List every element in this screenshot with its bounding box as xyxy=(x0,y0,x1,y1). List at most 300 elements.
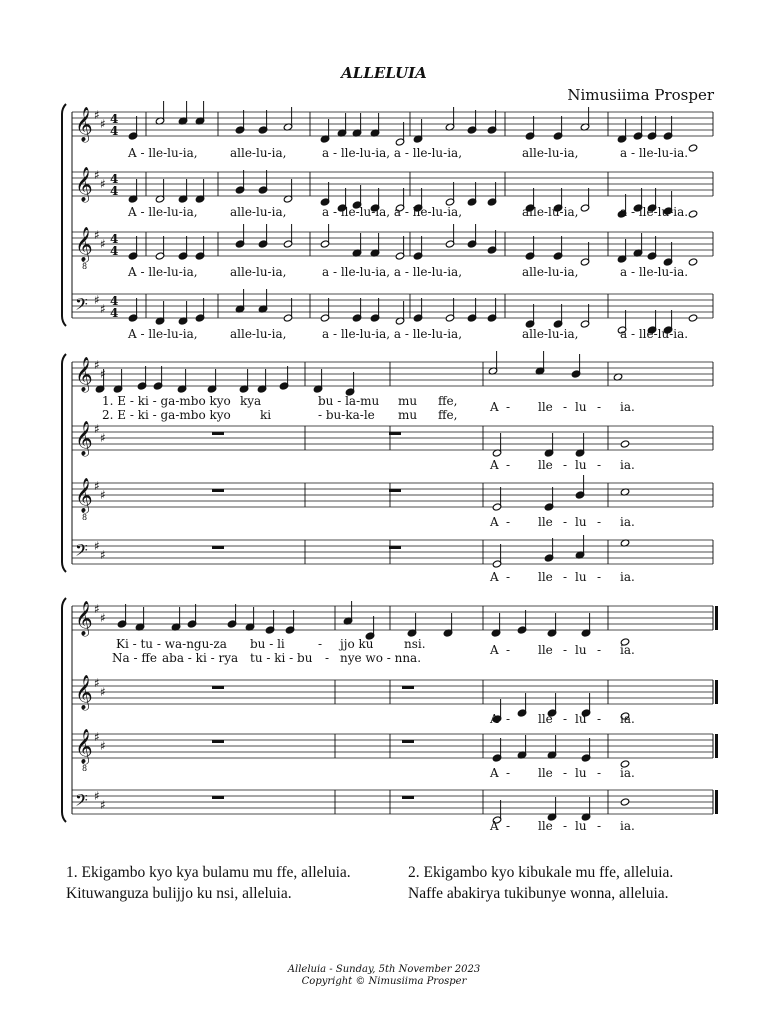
lyric-s2-bas-A: A xyxy=(490,570,499,584)
lyric-s2-alt-lle: lle xyxy=(538,458,553,472)
lyric-s2-sop-lle: lle xyxy=(538,400,553,414)
sharp-icon: ♯ xyxy=(94,479,100,493)
lyric-s1-bass-2: alle-lu-ia, xyxy=(230,327,287,341)
time-sig-top: 4 xyxy=(110,294,119,308)
system1-voice3-note xyxy=(178,236,188,260)
lyric-s2-sop-ia: ia. xyxy=(620,400,635,414)
system2-soprano-note xyxy=(488,351,498,375)
system1-voice4-note xyxy=(195,298,205,322)
octave-mark: 8 xyxy=(82,262,88,271)
lyric-s3-alt-dash2: - xyxy=(563,712,568,726)
system1-voice4-note xyxy=(395,301,405,325)
system1-voice4-note xyxy=(525,304,535,328)
lyric-s3-bas-dash1: - xyxy=(506,819,511,833)
system2-soprano-note xyxy=(177,369,187,393)
treble-clef-icon: 𝄞 xyxy=(75,729,93,764)
time-sig-top: 4 xyxy=(110,112,119,126)
lyric-s1-soprano-4: alle-lu-ia, xyxy=(522,146,579,160)
lyric-s2-alt-dash1: - xyxy=(506,458,511,472)
lyric-s3-sop-ia: ia. xyxy=(620,643,635,657)
system1-voice3-note xyxy=(195,236,205,260)
system2-tenor-note xyxy=(492,487,502,511)
lyric-s3-ten-dash2: - xyxy=(563,766,568,780)
lyric-s2-alt-dash2: - xyxy=(563,458,568,472)
treble-clef-icon: 𝄞 xyxy=(75,478,93,513)
lyric-s3-verse1-2: bu - li xyxy=(250,637,285,651)
lyric-s3-verse1-3: - xyxy=(318,637,323,651)
system1-voice1-note xyxy=(647,116,657,140)
system3-soprano-note xyxy=(517,610,527,634)
lyric-s2-verse1-3: bu - la-mu xyxy=(318,394,380,408)
lyric-s2-ten-dash1: - xyxy=(506,515,511,529)
lyric-s1-soprano-2: alle-lu-ia, xyxy=(230,146,287,160)
sharp-icon: ♯ xyxy=(94,293,100,307)
lyric-s2-bas-lle: lle xyxy=(538,570,553,584)
lyric-s1-alto: A - lle-lu-ia, xyxy=(128,205,198,219)
system1-voice4-note xyxy=(467,298,477,322)
system3-soprano-note xyxy=(343,601,353,625)
whole-rest-icon xyxy=(402,740,414,743)
treble-clef-icon: 𝄞 xyxy=(75,675,93,710)
whole-rest-icon xyxy=(402,686,414,689)
system1-voice1-note xyxy=(580,107,590,131)
system1-voice1-note xyxy=(283,107,293,131)
system1-voice3-note xyxy=(395,236,405,260)
system1-voice1-note xyxy=(155,101,165,125)
system1-voice4-note xyxy=(320,298,330,322)
lyric-s2-verse2-2: ki xyxy=(260,408,272,422)
lyric-s1-soprano-3: a - lle-lu-ia, a - lle-lu-ia, xyxy=(322,146,463,160)
lyric-s1-alto-3: a - lle-lu-ia, a - lle-lu-ia, xyxy=(322,205,463,219)
system3-lyrics xyxy=(112,637,635,833)
system3-bass-note xyxy=(581,797,591,821)
whole-rest-icon xyxy=(389,546,401,549)
sharp-icon: ♯ xyxy=(100,431,106,445)
footer-copyright-line: Copyright © Nimusiima Prosper xyxy=(301,976,467,987)
lyric-s3-verse2-2: aba - ki - rya xyxy=(162,651,239,665)
system1-voice2-note xyxy=(445,182,455,206)
system1-voice3-note xyxy=(617,239,627,263)
system1-voice3-note xyxy=(633,233,643,257)
system1-voice4-note xyxy=(688,314,698,322)
final-barline xyxy=(715,734,718,758)
system1-voice4-note xyxy=(283,298,293,322)
system1-voice3-note xyxy=(128,236,138,260)
sharp-icon: ♯ xyxy=(94,358,100,372)
system1-voice1-note xyxy=(352,113,362,137)
time-sig-top: 4 xyxy=(110,172,119,186)
system1-voice1-note xyxy=(487,110,497,134)
lyric-s1-alto-2: alle-lu-ia, xyxy=(230,205,287,219)
verse-column-right xyxy=(408,862,673,904)
bass-clef-icon: 𝄢 xyxy=(75,294,88,318)
system1-voice3-note xyxy=(283,224,293,248)
treble-clef-icon: 𝄞 xyxy=(75,421,93,456)
system3-soprano-note xyxy=(117,604,127,628)
system1-bracket xyxy=(62,104,66,326)
whole-rest-icon xyxy=(212,740,224,743)
notehead xyxy=(688,144,698,152)
system2-soprano-note xyxy=(345,372,355,396)
system3-bass-note xyxy=(620,798,630,806)
lyric-s3-ten-lu: lu xyxy=(575,766,587,780)
system2-alto-note xyxy=(544,433,554,457)
lyric-s3-bas-lle: lle xyxy=(538,819,553,833)
system2-tenor-note xyxy=(575,475,585,499)
lyric-s3-bas-dash3: - xyxy=(597,819,602,833)
system1-voice3-note xyxy=(467,224,477,248)
footer-date-line: Alleluia - Sunday, 5th November 2023 xyxy=(287,964,481,975)
system2-bass-note xyxy=(492,544,502,568)
lyric-s2-alt-A: A xyxy=(490,458,499,472)
treble-clef-icon: 𝄞 xyxy=(75,107,93,142)
system3-soprano-note xyxy=(407,613,417,637)
sharp-icon: ♯ xyxy=(100,685,106,699)
sharp-icon: ♯ xyxy=(100,367,106,381)
bass-clef-icon: 𝄢 xyxy=(75,540,88,564)
system3-soprano-note xyxy=(171,607,181,631)
sharp-icon: ♯ xyxy=(94,168,100,182)
lyric-s2-verse1-5: ffe, xyxy=(438,394,458,408)
notehead xyxy=(688,314,698,322)
sharp-icon: ♯ xyxy=(100,611,106,625)
lyric-s1-bass-3: a - lle-lu-ia, a - lle-lu-ia, xyxy=(322,327,463,341)
system1-voice1-note xyxy=(195,101,205,125)
verse-1-line-1: 1. Ekigambo kyo kya bulamu mu ffe, alleluia. xyxy=(66,864,351,881)
system3-soprano-note xyxy=(265,610,275,634)
lyric-s2-bas-dash3: - xyxy=(597,570,602,584)
lyric-s1-tenor-3: a - lle-lu-ia, a - lle-lu-ia, xyxy=(322,265,463,279)
lyric-s1-bass-5: a - lle-lu-ia. xyxy=(620,327,689,341)
system1-voice4-note xyxy=(370,298,380,322)
lyric-s3-ten-ia: ia. xyxy=(620,766,635,780)
system3-soprano-note xyxy=(491,613,501,637)
lyric-s2-bas-lu: lu xyxy=(575,570,587,584)
lyric-s3-bas-A: A xyxy=(490,819,499,833)
lyric-s2-verse1-4: mu xyxy=(398,394,418,408)
system1-voice3-note xyxy=(155,236,165,260)
lyric-s2-verse2-5: ffe, xyxy=(438,408,458,422)
lyric-s3-verse2-4: - xyxy=(325,651,330,665)
system1-voice1-note xyxy=(467,110,477,134)
lyric-s2-verse1-1: 1. E - ki - ga-mbo kyo xyxy=(102,394,231,408)
system1-voice4-note xyxy=(352,298,362,322)
notehead xyxy=(688,258,698,266)
system1-voice4-note xyxy=(155,301,165,325)
system2-bracket xyxy=(62,354,66,572)
system1-voice3-note xyxy=(647,236,657,260)
lyric-s2-verse2-4: mu xyxy=(398,408,418,422)
final-barline xyxy=(715,680,718,704)
system1-voice2-note xyxy=(195,179,205,203)
system1-voice2-note xyxy=(128,179,138,203)
lyric-s2-bas-dash1: - xyxy=(506,570,511,584)
lyric-s2-alt-dash3: - xyxy=(597,458,602,472)
lyric-s1-bass: A - lle-lu-ia, xyxy=(128,327,198,341)
time-sig-bottom: 4 xyxy=(110,306,119,320)
lyric-s3-bas-ia: ia. xyxy=(620,819,635,833)
bass-clef-icon: 𝄢 xyxy=(75,790,88,814)
system3-soprano-note xyxy=(547,613,557,637)
page-footer xyxy=(0,964,768,988)
system1-voice3-note xyxy=(487,230,497,254)
system3-soprano-note xyxy=(135,607,145,631)
system2-bass-note xyxy=(575,535,585,559)
lyric-s3-sop-dash1: - xyxy=(506,643,511,657)
system2-soprano-note xyxy=(239,369,249,393)
lyric-s2-bas-dash2: - xyxy=(563,570,568,584)
system2-alto-note xyxy=(492,433,502,457)
lyric-s3-alt-dash1: - xyxy=(506,712,511,726)
whole-rest-icon xyxy=(212,686,224,689)
system2-soprano-note xyxy=(571,354,581,378)
system1-voice2-note xyxy=(155,179,165,203)
lyric-s2-ten-dash3: - xyxy=(597,515,602,529)
time-sig-bottom: 4 xyxy=(110,244,119,258)
system1-voice3-note xyxy=(553,236,563,260)
lyric-s3-ten-dash1: - xyxy=(506,766,511,780)
time-sig-bottom: 4 xyxy=(110,124,119,138)
whole-rest-icon xyxy=(389,432,401,435)
system1-voice3-note xyxy=(352,233,362,257)
system1-voice1-note xyxy=(525,116,535,140)
lyric-s3-sop-dash3: - xyxy=(597,643,602,657)
lyric-s2-ten-lle: lle xyxy=(538,515,553,529)
sharp-icon: ♯ xyxy=(100,548,106,562)
system2-tenor-note xyxy=(544,487,554,511)
lyric-s1-alto-5: a - lle-lu-ia. xyxy=(620,205,689,219)
system1-voice1-note xyxy=(395,122,405,146)
system2-soprano-note xyxy=(535,351,545,375)
lyric-s2-ten-dash2: - xyxy=(563,515,568,529)
lyric-s2-sop-lu: lu xyxy=(575,400,587,414)
lyric-s1-tenor-2: alle-lu-ia, xyxy=(230,265,287,279)
system3-tenor-note xyxy=(517,735,527,759)
system1-voice2-note xyxy=(235,170,245,194)
system1-voice4-note xyxy=(580,304,590,328)
system1-voice3-note xyxy=(663,242,673,266)
system2-bass-note xyxy=(544,538,554,562)
system1-voice4-note xyxy=(235,289,245,313)
system3-tenor-note xyxy=(581,738,591,762)
system1-voice1-note xyxy=(320,119,330,143)
lyric-s2-bas-ia: ia. xyxy=(620,570,635,584)
lyric-s3-sop-lle: lle xyxy=(538,643,553,657)
lyric-s3-alt-lu: lu xyxy=(575,712,587,726)
lyric-s3-verse1-1: Ki - tu - wa-ngu-za xyxy=(116,637,227,651)
lyric-s2-verse2-1: 2. E - ki - ga-mbo kyo xyxy=(102,408,231,422)
sharp-icon: ♯ xyxy=(94,730,100,744)
final-barline xyxy=(715,790,718,814)
sharp-icon: ♯ xyxy=(94,422,100,436)
lyric-s1-alto-4: alle-lu-ia, xyxy=(522,205,579,219)
time-sig-bottom: 4 xyxy=(110,184,119,198)
lyric-s2-sop-dash3: - xyxy=(597,400,602,414)
sharp-icon: ♯ xyxy=(94,539,100,553)
sharp-icon: ♯ xyxy=(94,108,100,122)
lyric-s3-ten-lle: lle xyxy=(538,766,553,780)
notehead xyxy=(620,440,630,448)
whole-rest-icon xyxy=(212,546,224,549)
system1-voice1-note xyxy=(337,113,347,137)
lyric-s3-verse1-5: nsi. xyxy=(404,637,426,651)
system1-voice3-note xyxy=(235,224,245,248)
system1-voice1-note xyxy=(445,107,455,131)
system3-soprano-note xyxy=(187,604,197,628)
system1-voice1-note xyxy=(663,116,673,140)
lyric-s1-tenor: A - lle-lu-ia, xyxy=(128,265,198,279)
lyric-s1-soprano: A - lle-lu-ia, xyxy=(128,146,198,160)
system1-voice3-note xyxy=(445,224,455,248)
notehead xyxy=(620,798,630,806)
system2-soprano-note xyxy=(137,366,147,390)
notehead xyxy=(688,210,698,218)
system1-voice1-note xyxy=(553,116,563,140)
system3-bass-note xyxy=(547,797,557,821)
lyric-s2-verse1-2: kya xyxy=(240,394,262,408)
system1-voice3-note xyxy=(580,242,590,266)
lyric-s1-tenor-5: a - lle-lu-ia. xyxy=(620,265,689,279)
system1-voice1-note xyxy=(128,116,138,140)
sharp-icon: ♯ xyxy=(94,228,100,242)
lyric-s3-bas-dash2: - xyxy=(563,819,568,833)
whole-rest-icon xyxy=(212,432,224,435)
composer-name: Nimusiima Prosper xyxy=(567,86,714,104)
sharp-icon: ♯ xyxy=(100,117,106,131)
verse-1-line-2: Kituwanguza bulijjo ku nsi, alleluia. xyxy=(66,885,292,902)
treble-clef-icon: 𝄞 xyxy=(75,167,93,202)
system1-voice2-note xyxy=(688,210,698,218)
sharp-icon: ♯ xyxy=(100,798,106,812)
sharp-icon: ♯ xyxy=(94,602,100,616)
system1-voice3-note xyxy=(525,236,535,260)
score-title: ALLELUIA xyxy=(341,64,427,82)
lyric-s1-tenor-4: alle-lu-ia, xyxy=(522,265,579,279)
system1-voice1-note xyxy=(370,113,380,137)
lyric-s3-sop-dash2: - xyxy=(563,643,568,657)
system1-voice4-note xyxy=(258,289,268,313)
system1-voice2-note xyxy=(320,182,330,206)
system1-voice4-note xyxy=(445,298,455,322)
system1-voice1-note xyxy=(258,110,268,134)
system2-alto-note xyxy=(575,433,585,457)
system3-soprano-note xyxy=(443,613,453,637)
system1-voice2-note xyxy=(258,170,268,194)
lyric-s3-bas-lu: lu xyxy=(575,819,587,833)
whole-rest-icon xyxy=(212,489,224,492)
system1-voice4-note xyxy=(178,301,188,325)
sharp-icon: ♯ xyxy=(100,177,106,191)
lyric-s3-sop-A: A xyxy=(490,643,499,657)
system1-voice2-note xyxy=(487,182,497,206)
system1-voice1-note xyxy=(413,119,423,143)
system1-voice1-note xyxy=(688,144,698,152)
lyric-s3-verse2-3: tu - ki - bu xyxy=(250,651,313,665)
lyric-s2-sop-dash1: - xyxy=(506,400,511,414)
system1-voice4-note xyxy=(128,298,138,322)
lyric-s3-alt-dash3: - xyxy=(597,712,602,726)
system3-tenor-note xyxy=(547,735,557,759)
lyric-s2-ten-ia: ia. xyxy=(620,515,635,529)
system3-soprano-note xyxy=(245,607,255,631)
system3-soprano-note xyxy=(581,613,591,637)
verse-2-line-1: 2. Ekigambo kyo kibukale mu ffe, alleluia. xyxy=(408,864,674,881)
lyric-s2-sop-dash2: - xyxy=(563,400,568,414)
system2-soprano-note xyxy=(279,366,289,390)
system2-soprano-note xyxy=(257,369,267,393)
system3-soprano-note xyxy=(285,610,295,634)
time-sig-top: 4 xyxy=(110,232,119,246)
treble-clef-icon: 𝄞 xyxy=(75,601,93,636)
system1-voice1-note xyxy=(178,101,188,125)
system1-voice4-note xyxy=(487,298,497,322)
treble-clef-icon: 𝄞 xyxy=(75,357,93,392)
system2-soprano-note xyxy=(153,366,163,390)
lyric-s3-alt-A: A xyxy=(490,712,499,726)
system3-soprano-note xyxy=(227,604,237,628)
sharp-icon: ♯ xyxy=(100,488,106,502)
lyric-s2-sop-A: A xyxy=(490,400,499,414)
sharp-icon: ♯ xyxy=(100,302,106,316)
octave-mark: 8 xyxy=(82,513,88,522)
system1-voice3-note xyxy=(413,236,423,260)
final-barline xyxy=(715,606,718,630)
lyric-s1-bass-4: alle-lu-ia, xyxy=(522,327,579,341)
system2-soprano-note xyxy=(113,369,123,393)
sharp-icon: ♯ xyxy=(100,739,106,753)
lyric-s3-verse1-4: jjo ku xyxy=(340,637,374,651)
lyric-s3-verse2-5: nye wo - nna. xyxy=(340,651,422,665)
system1-voice1-note xyxy=(617,119,627,143)
system1-voice2-note xyxy=(178,179,188,203)
lyric-s3-alt-lle: lle xyxy=(538,712,553,726)
system2-alto-note xyxy=(620,440,630,448)
system1-voice1-note xyxy=(235,110,245,134)
system1-voice2-note xyxy=(580,188,590,212)
lyric-s3-ten-A: A xyxy=(490,766,499,780)
lyric-s3-ten-dash3: - xyxy=(597,766,602,780)
verse-2-line-2: Naffe abakirya tukibunye wonna, alleluia. xyxy=(408,885,669,902)
lyric-s3-sop-lu: lu xyxy=(575,643,587,657)
system1-voice3-note xyxy=(320,224,330,248)
sharp-icon: ♯ xyxy=(100,237,106,251)
system1-voice4-note xyxy=(553,304,563,328)
system1-voice2-note xyxy=(467,182,477,206)
system2-soprano-note xyxy=(207,369,217,393)
lyric-s2-verse2-3: - bu-ka-le xyxy=(318,408,375,422)
sharp-icon: ♯ xyxy=(94,676,100,690)
whole-rest-icon xyxy=(389,489,401,492)
lyric-s1-soprano-5: a - lle-lu-ia. xyxy=(620,146,689,160)
treble-clef-icon: 𝄞 xyxy=(75,227,93,262)
lyric-s2-ten-A: A xyxy=(490,515,499,529)
system1-voice2-note xyxy=(283,179,293,203)
lyric-s2-alt-ia: ia. xyxy=(620,458,635,472)
system3-alto-note xyxy=(517,693,527,717)
verse-column-left xyxy=(66,862,351,904)
lyric-s2-ten-lu: lu xyxy=(575,515,587,529)
whole-rest-icon xyxy=(402,796,414,799)
whole-rest-icon xyxy=(212,796,224,799)
system3-bracket xyxy=(62,598,66,822)
sharp-icon: ♯ xyxy=(94,789,100,803)
system3-tenor-note xyxy=(492,738,502,762)
lyric-s3-verse2-1: Na - ffe xyxy=(112,651,157,665)
system1-voice3-note xyxy=(258,224,268,248)
lyric-s2-alt-lu: lu xyxy=(575,458,587,472)
system2-soprano-note xyxy=(313,369,323,393)
lyric-s3-alt-ia: ia. xyxy=(620,712,635,726)
